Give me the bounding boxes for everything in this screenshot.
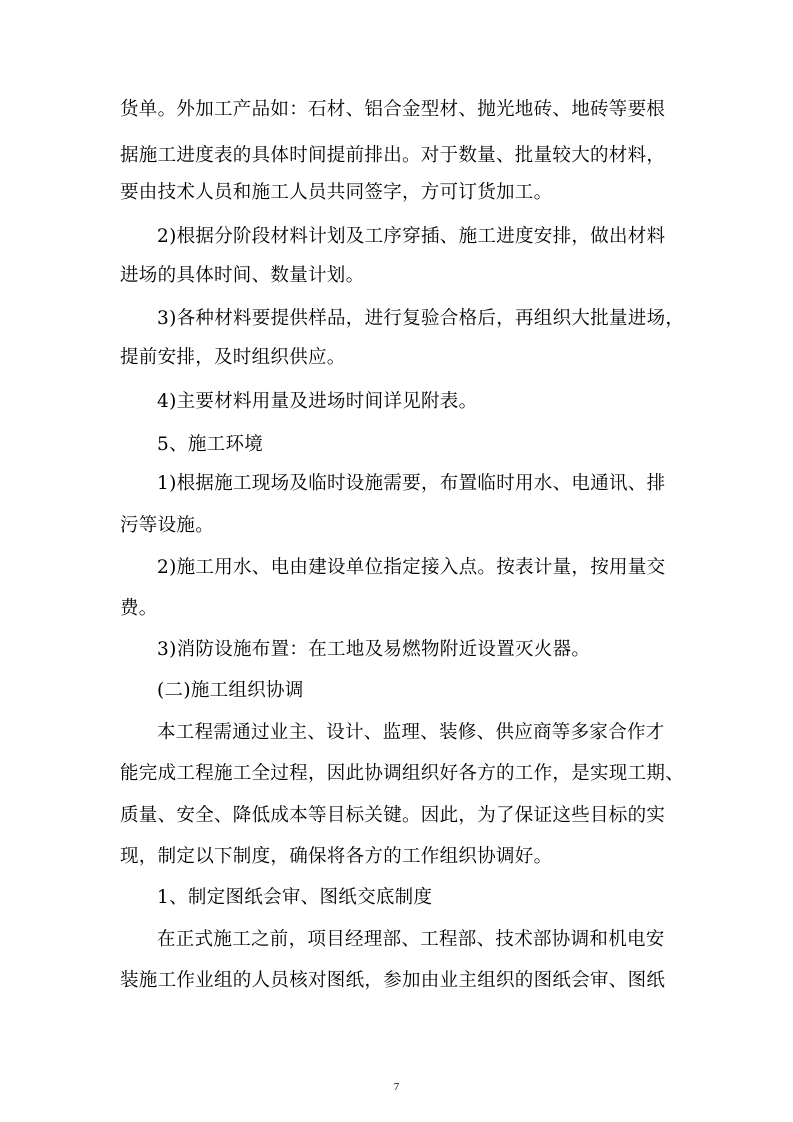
- text-line: 货单。外加工产品如：石材、铝合金型材、抛光地砖、地砖等要根: [120, 99, 666, 120]
- text-line: 2)施工用水、电由建设单位指定接入点。按表计量，按用量交: [157, 557, 666, 578]
- text-line: 4)主要材料用量及进场时间详见附表。: [157, 391, 478, 412]
- text-line: 能完成工程施工全过程，因此协调组织好各方的工作，是实现工期、: [120, 763, 685, 784]
- page-number: 7: [393, 1081, 400, 1093]
- section-heading: 5、施工环境: [157, 434, 264, 455]
- text-line: 进场的具体时间、数量计划。: [120, 265, 365, 286]
- text-line: 3)消防设施布置：在工地及易燃物附近设置灭火器。: [157, 639, 591, 660]
- text-line: 本工程需通过业主、设计、监理、装修、供应商等多家合作才: [157, 722, 665, 743]
- text-line: 3)各种材料要提供样品，进行复验合格后，再组织大批量进场，: [157, 308, 685, 329]
- text-line: 2)根据分阶段材料计划及工序穿插、施工进度安排，做出材料: [157, 226, 666, 247]
- text-line: 1)根据施工现场及临时设施需要，布置临时用水、电通讯、排: [157, 473, 666, 494]
- text-line: 污等设施。: [120, 515, 215, 536]
- text-line: 据施工进度表的具体时间提前排出。对于数量、批量较大的材料，: [120, 145, 666, 166]
- text-line: 装施工作业组的人员核对图纸，参加由业主组织的图纸会审、图纸: [120, 970, 666, 991]
- text-line: 费。: [120, 598, 158, 619]
- text-line: 在正式施工之前，项目经理部、工程部、技术部协调和机电安: [157, 929, 665, 950]
- text-line: 现，制定以下制度，确保将各方的工作组织协调好。: [120, 846, 553, 867]
- text-line: 要由技术人员和施工人员共同签字，方可订货加工。: [120, 182, 553, 203]
- section-heading: 1、制定图纸会审、图纸交底制度: [157, 887, 433, 908]
- section-heading: (二)施工组织协调: [157, 680, 304, 701]
- text-line: 提前安排，及时组织供应。: [120, 347, 346, 368]
- text-line: 质量、安全、降低成本等目标关键。因此，为了保证这些目标的实: [120, 805, 666, 826]
